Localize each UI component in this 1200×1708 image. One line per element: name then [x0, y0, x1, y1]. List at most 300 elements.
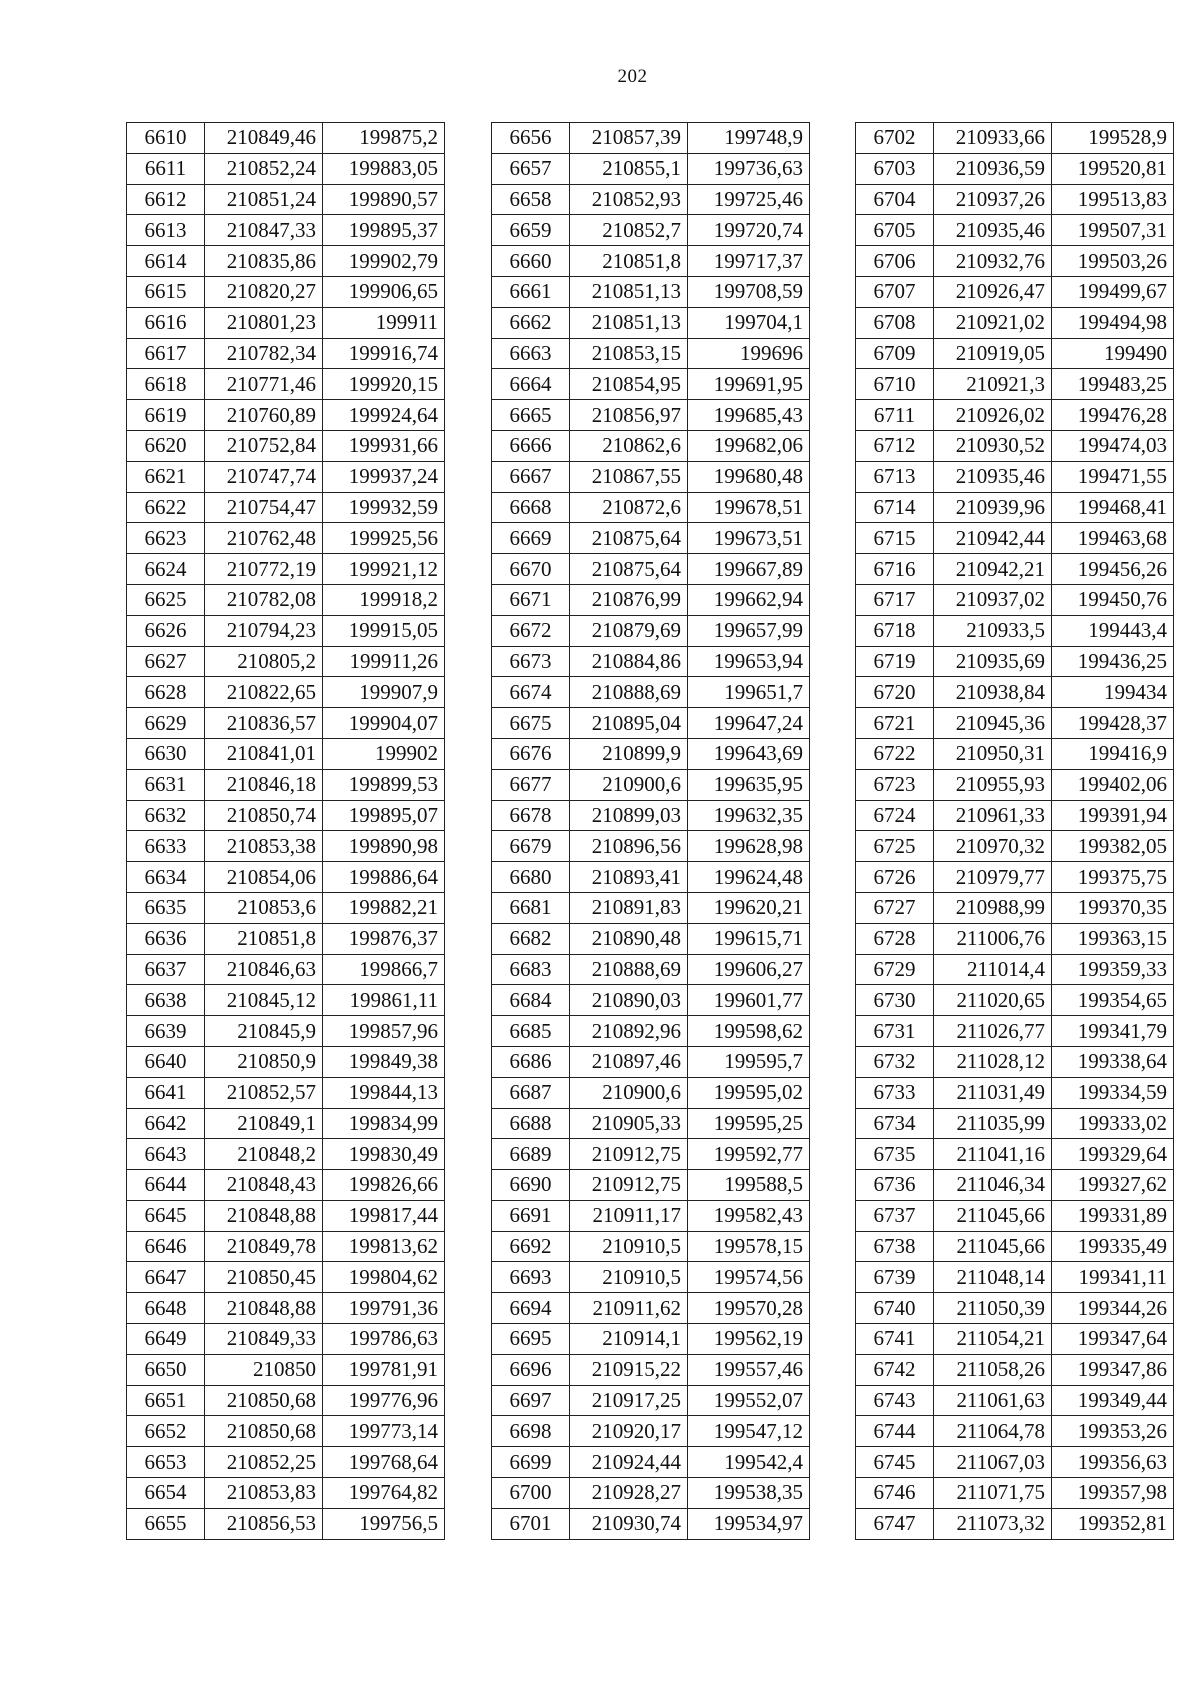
table-row [856, 246, 1174, 277]
table-row [856, 831, 1174, 862]
point-number-cell: 6611 [127, 153, 205, 184]
x-coordinate-cell: 211046,34 [934, 1170, 1052, 1201]
table-row [856, 1016, 1174, 1047]
point-number-cell: 6691 [492, 1200, 570, 1231]
table-row [856, 708, 1174, 739]
table-row [492, 1200, 810, 1231]
x-coordinate-cell: 210942,21 [934, 554, 1052, 585]
point-number-cell: 6682 [492, 923, 570, 954]
table-row [856, 184, 1174, 215]
x-coordinate-cell: 210936,59 [934, 153, 1052, 184]
x-coordinate-cell: 210955,93 [934, 769, 1052, 800]
x-coordinate-cell: 211073,32 [934, 1508, 1052, 1539]
table-row [127, 246, 445, 277]
y-coordinate-cell: 199327,62 [1052, 1170, 1174, 1201]
y-coordinate-cell: 199347,64 [1052, 1324, 1174, 1355]
y-coordinate-cell: 199474,03 [1052, 430, 1174, 461]
y-coordinate-cell: 199678,51 [688, 492, 810, 523]
x-coordinate-cell: 210850,74 [205, 800, 323, 831]
table-row [492, 554, 810, 585]
table-row [856, 862, 1174, 893]
y-coordinate-cell: 199643,69 [688, 738, 810, 769]
x-coordinate-cell: 210805,2 [205, 646, 323, 677]
point-number-cell: 6692 [492, 1231, 570, 1262]
y-coordinate-cell: 199632,35 [688, 800, 810, 831]
table-row [856, 1478, 1174, 1509]
y-coordinate-cell: 199574,56 [688, 1262, 810, 1293]
y-coordinate-cell: 199920,15 [323, 369, 445, 400]
x-coordinate-cell: 210853,6 [205, 892, 323, 923]
point-number-cell: 6652 [127, 1416, 205, 1447]
point-number-cell: 6615 [127, 276, 205, 307]
y-coordinate-cell: 199534,97 [688, 1508, 810, 1539]
y-coordinate-cell: 199895,37 [323, 215, 445, 246]
point-number-cell: 6663 [492, 338, 570, 369]
point-number-cell: 6612 [127, 184, 205, 215]
x-coordinate-cell: 210845,9 [205, 1016, 323, 1047]
point-number-cell: 6696 [492, 1354, 570, 1385]
table-row [856, 1046, 1174, 1077]
point-number-cell: 6734 [856, 1108, 934, 1139]
table-row [127, 153, 445, 184]
point-number-cell: 6722 [856, 738, 934, 769]
x-coordinate-cell: 210938,84 [934, 677, 1052, 708]
x-coordinate-cell: 210849,33 [205, 1324, 323, 1355]
x-coordinate-cell: 210854,06 [205, 862, 323, 893]
table-row [856, 584, 1174, 615]
table-row [856, 1200, 1174, 1231]
point-number-cell: 6614 [127, 246, 205, 277]
y-coordinate-cell: 199696 [688, 338, 810, 369]
point-number-cell: 6630 [127, 738, 205, 769]
table-row [127, 1231, 445, 1262]
table-row [492, 985, 810, 1016]
point-number-cell: 6632 [127, 800, 205, 831]
table-row [856, 1108, 1174, 1139]
x-coordinate-cell: 210879,69 [570, 615, 688, 646]
point-number-cell: 6613 [127, 215, 205, 246]
x-coordinate-cell: 210782,34 [205, 338, 323, 369]
table-row [127, 1416, 445, 1447]
point-number-cell: 6698 [492, 1416, 570, 1447]
x-coordinate-cell: 210893,41 [570, 862, 688, 893]
x-coordinate-cell: 210857,39 [570, 123, 688, 154]
x-coordinate-cell: 210926,02 [934, 400, 1052, 431]
table-row [127, 492, 445, 523]
point-number-cell: 6697 [492, 1385, 570, 1416]
y-coordinate-cell: 199615,71 [688, 923, 810, 954]
x-coordinate-cell: 210895,04 [570, 708, 688, 739]
y-coordinate-cell: 199354,65 [1052, 985, 1174, 1016]
point-number-cell: 6666 [492, 430, 570, 461]
point-number-cell: 6674 [492, 677, 570, 708]
point-number-cell: 6664 [492, 369, 570, 400]
table-row [127, 1354, 445, 1385]
y-coordinate-cell: 199830,49 [323, 1139, 445, 1170]
x-coordinate-cell: 211058,26 [934, 1354, 1052, 1385]
table-row [856, 1139, 1174, 1170]
y-coordinate-cell: 199786,63 [323, 1324, 445, 1355]
x-coordinate-cell: 210900,6 [570, 769, 688, 800]
y-coordinate-cell: 199601,77 [688, 985, 810, 1016]
point-number-cell: 6702 [856, 123, 934, 154]
point-number-cell: 6610 [127, 123, 205, 154]
point-number-cell: 6662 [492, 307, 570, 338]
point-number-cell: 6719 [856, 646, 934, 677]
y-coordinate-cell: 199562,19 [688, 1324, 810, 1355]
point-number-cell: 6637 [127, 954, 205, 985]
y-coordinate-cell: 199334,59 [1052, 1077, 1174, 1108]
y-coordinate-cell: 199370,35 [1052, 892, 1174, 923]
point-number-cell: 6669 [492, 523, 570, 554]
point-number-cell: 6740 [856, 1293, 934, 1324]
y-coordinate-cell: 199471,55 [1052, 461, 1174, 492]
y-coordinate-cell: 199588,5 [688, 1170, 810, 1201]
y-coordinate-cell: 199647,24 [688, 708, 810, 739]
table-row [492, 1108, 810, 1139]
x-coordinate-cell: 210875,64 [570, 554, 688, 585]
point-number-cell: 6650 [127, 1354, 205, 1385]
table-row [492, 1478, 810, 1509]
y-coordinate-cell: 199736,63 [688, 153, 810, 184]
y-coordinate-cell: 199341,11 [1052, 1262, 1174, 1293]
table-row [492, 584, 810, 615]
x-coordinate-cell: 210862,6 [570, 430, 688, 461]
point-number-cell: 6736 [856, 1170, 934, 1201]
x-coordinate-cell: 210988,99 [934, 892, 1052, 923]
coordinates-table-middle [491, 122, 810, 1540]
table-row [856, 646, 1174, 677]
point-number-cell: 6741 [856, 1324, 934, 1355]
y-coordinate-cell: 199352,81 [1052, 1508, 1174, 1539]
table-row [127, 1447, 445, 1478]
y-coordinate-cell: 199356,63 [1052, 1447, 1174, 1478]
x-coordinate-cell: 211061,63 [934, 1385, 1052, 1416]
point-number-cell: 6660 [492, 246, 570, 277]
y-coordinate-cell: 199918,2 [323, 584, 445, 615]
point-number-cell: 6713 [856, 461, 934, 492]
y-coordinate-cell: 199578,15 [688, 1231, 810, 1262]
y-coordinate-cell: 199338,64 [1052, 1046, 1174, 1077]
table-row [856, 307, 1174, 338]
y-coordinate-cell: 199499,67 [1052, 276, 1174, 307]
x-coordinate-cell: 210933,5 [934, 615, 1052, 646]
x-coordinate-cell: 210935,46 [934, 215, 1052, 246]
x-coordinate-cell: 210835,86 [205, 246, 323, 277]
x-coordinate-cell: 210915,22 [570, 1354, 688, 1385]
point-number-cell: 6711 [856, 400, 934, 431]
x-coordinate-cell: 210772,19 [205, 554, 323, 585]
table-row [492, 1046, 810, 1077]
x-coordinate-cell: 211006,76 [934, 923, 1052, 954]
point-number-cell: 6694 [492, 1293, 570, 1324]
x-coordinate-cell: 210867,55 [570, 461, 688, 492]
x-coordinate-cell: 210852,7 [570, 215, 688, 246]
y-coordinate-cell: 199434 [1052, 677, 1174, 708]
x-coordinate-cell: 210845,12 [205, 985, 323, 1016]
x-coordinate-cell: 211026,77 [934, 1016, 1052, 1047]
x-coordinate-cell: 210850,68 [205, 1385, 323, 1416]
point-number-cell: 6705 [856, 215, 934, 246]
point-number-cell: 6725 [856, 831, 934, 862]
table-row [127, 738, 445, 769]
table-row [492, 492, 810, 523]
y-coordinate-cell: 199624,48 [688, 862, 810, 893]
point-number-cell: 6715 [856, 523, 934, 554]
y-coordinate-cell: 199857,96 [323, 1016, 445, 1047]
x-coordinate-cell: 210846,63 [205, 954, 323, 985]
y-coordinate-cell: 199341,79 [1052, 1016, 1174, 1047]
x-coordinate-cell: 210848,88 [205, 1200, 323, 1231]
point-number-cell: 6683 [492, 954, 570, 985]
x-coordinate-cell: 210896,56 [570, 831, 688, 862]
y-coordinate-cell: 199595,02 [688, 1077, 810, 1108]
x-coordinate-cell: 210890,48 [570, 923, 688, 954]
y-coordinate-cell: 199428,37 [1052, 708, 1174, 739]
y-coordinate-cell: 199876,37 [323, 923, 445, 954]
point-number-cell: 6629 [127, 708, 205, 739]
point-number-cell: 6620 [127, 430, 205, 461]
x-coordinate-cell: 210939,96 [934, 492, 1052, 523]
point-number-cell: 6707 [856, 276, 934, 307]
point-number-cell: 6623 [127, 523, 205, 554]
point-number-cell: 6708 [856, 307, 934, 338]
x-coordinate-cell: 210760,89 [205, 400, 323, 431]
table-row [127, 1508, 445, 1539]
x-coordinate-cell: 210852,57 [205, 1077, 323, 1108]
x-coordinate-cell: 210890,03 [570, 985, 688, 1016]
x-coordinate-cell: 210930,74 [570, 1508, 688, 1539]
table-row [492, 1385, 810, 1416]
point-number-cell: 6717 [856, 584, 934, 615]
x-coordinate-cell: 211050,39 [934, 1293, 1052, 1324]
x-coordinate-cell: 210846,18 [205, 769, 323, 800]
table-row [492, 276, 810, 307]
x-coordinate-cell: 211041,16 [934, 1139, 1052, 1170]
table-row [127, 1478, 445, 1509]
table-row [492, 1139, 810, 1170]
table-row [856, 615, 1174, 646]
point-number-cell: 6670 [492, 554, 570, 585]
y-coordinate-cell: 199906,65 [323, 276, 445, 307]
point-number-cell: 6735 [856, 1139, 934, 1170]
point-number-cell: 6732 [856, 1046, 934, 1077]
table-row [492, 1416, 810, 1447]
table-row [856, 1231, 1174, 1262]
table-row [127, 862, 445, 893]
point-number-cell: 6673 [492, 646, 570, 677]
table-row [127, 276, 445, 307]
y-coordinate-cell: 199375,75 [1052, 862, 1174, 893]
y-coordinate-cell: 199490 [1052, 338, 1174, 369]
table-row [127, 400, 445, 431]
x-coordinate-cell: 211067,03 [934, 1447, 1052, 1478]
point-number-cell: 6625 [127, 584, 205, 615]
x-coordinate-cell: 210820,27 [205, 276, 323, 307]
y-coordinate-cell: 199542,4 [688, 1447, 810, 1478]
point-number-cell: 6709 [856, 338, 934, 369]
x-coordinate-cell: 210930,52 [934, 430, 1052, 461]
point-number-cell: 6738 [856, 1231, 934, 1262]
table-row [856, 1170, 1174, 1201]
table-row [856, 153, 1174, 184]
table-row [856, 215, 1174, 246]
point-number-cell: 6744 [856, 1416, 934, 1447]
table-row [856, 492, 1174, 523]
point-number-cell: 6634 [127, 862, 205, 893]
point-number-cell: 6739 [856, 1262, 934, 1293]
point-number-cell: 6644 [127, 1170, 205, 1201]
x-coordinate-cell: 210854,95 [570, 369, 688, 400]
point-number-cell: 6745 [856, 1447, 934, 1478]
table-row [127, 1262, 445, 1293]
table-row [492, 615, 810, 646]
x-coordinate-cell: 211028,12 [934, 1046, 1052, 1077]
x-coordinate-cell: 211014,4 [934, 954, 1052, 985]
point-number-cell: 6724 [856, 800, 934, 831]
table-row [492, 708, 810, 739]
point-number-cell: 6649 [127, 1324, 205, 1355]
table-row [492, 307, 810, 338]
table-row [492, 153, 810, 184]
x-coordinate-cell: 210961,33 [934, 800, 1052, 831]
y-coordinate-cell: 199931,66 [323, 430, 445, 461]
point-number-cell: 6688 [492, 1108, 570, 1139]
table-row [127, 1108, 445, 1139]
point-number-cell: 6668 [492, 492, 570, 523]
x-coordinate-cell: 210912,75 [570, 1139, 688, 1170]
x-coordinate-cell: 210917,25 [570, 1385, 688, 1416]
point-number-cell: 6728 [856, 923, 934, 954]
point-number-cell: 6742 [856, 1354, 934, 1385]
table-row [127, 892, 445, 923]
x-coordinate-cell: 210801,23 [205, 307, 323, 338]
table-row [492, 1354, 810, 1385]
y-coordinate-cell: 199804,62 [323, 1262, 445, 1293]
table-row [492, 1016, 810, 1047]
x-coordinate-cell: 210851,13 [570, 276, 688, 307]
y-coordinate-cell: 199937,24 [323, 461, 445, 492]
x-coordinate-cell: 210892,96 [570, 1016, 688, 1047]
table-row [127, 338, 445, 369]
y-coordinate-cell: 199357,98 [1052, 1478, 1174, 1509]
y-coordinate-cell: 199834,99 [323, 1108, 445, 1139]
table-row [127, 1016, 445, 1047]
point-number-cell: 6627 [127, 646, 205, 677]
point-number-cell: 6677 [492, 769, 570, 800]
table-row [856, 430, 1174, 461]
table-row [492, 1262, 810, 1293]
x-coordinate-cell: 210822,65 [205, 677, 323, 708]
y-coordinate-cell: 199347,86 [1052, 1354, 1174, 1385]
x-coordinate-cell: 211045,66 [934, 1231, 1052, 1262]
point-number-cell: 6635 [127, 892, 205, 923]
point-number-cell: 6684 [492, 985, 570, 1016]
point-number-cell: 6701 [492, 1508, 570, 1539]
y-coordinate-cell: 199899,53 [323, 769, 445, 800]
y-coordinate-cell: 199557,46 [688, 1354, 810, 1385]
point-number-cell: 6638 [127, 985, 205, 1016]
table-row [856, 985, 1174, 1016]
table-row [127, 461, 445, 492]
point-number-cell: 6710 [856, 369, 934, 400]
table-row [492, 769, 810, 800]
x-coordinate-cell: 210841,01 [205, 738, 323, 769]
point-number-cell: 6633 [127, 831, 205, 862]
x-coordinate-cell: 210979,77 [934, 862, 1052, 893]
x-coordinate-cell: 210852,25 [205, 1447, 323, 1478]
point-number-cell: 6676 [492, 738, 570, 769]
point-number-cell: 6654 [127, 1478, 205, 1509]
x-coordinate-cell: 210935,46 [934, 461, 1052, 492]
point-number-cell: 6659 [492, 215, 570, 246]
table-row [856, 523, 1174, 554]
point-number-cell: 6718 [856, 615, 934, 646]
y-coordinate-cell: 199861,11 [323, 985, 445, 1016]
y-coordinate-cell: 199503,26 [1052, 246, 1174, 277]
y-coordinate-cell: 199436,25 [1052, 646, 1174, 677]
point-number-cell: 6699 [492, 1447, 570, 1478]
y-coordinate-cell: 199662,94 [688, 584, 810, 615]
table-row [856, 923, 1174, 954]
y-coordinate-cell: 199680,48 [688, 461, 810, 492]
x-coordinate-cell: 211035,99 [934, 1108, 1052, 1139]
x-coordinate-cell: 210856,97 [570, 400, 688, 431]
y-coordinate-cell: 199776,96 [323, 1385, 445, 1416]
x-coordinate-cell: 210853,15 [570, 338, 688, 369]
y-coordinate-cell: 199915,05 [323, 615, 445, 646]
y-coordinate-cell: 199685,43 [688, 400, 810, 431]
point-number-cell: 6714 [856, 492, 934, 523]
point-number-cell: 6703 [856, 153, 934, 184]
y-coordinate-cell: 199494,98 [1052, 307, 1174, 338]
y-coordinate-cell: 199353,26 [1052, 1416, 1174, 1447]
y-coordinate-cell: 199924,64 [323, 400, 445, 431]
y-coordinate-cell: 199595,7 [688, 1046, 810, 1077]
x-coordinate-cell: 210970,32 [934, 831, 1052, 862]
x-coordinate-cell: 211054,21 [934, 1324, 1052, 1355]
y-coordinate-cell: 199813,62 [323, 1231, 445, 1262]
table-row [127, 831, 445, 862]
table-row [492, 862, 810, 893]
table-row [492, 923, 810, 954]
y-coordinate-cell: 199890,57 [323, 184, 445, 215]
x-coordinate-cell: 210921,02 [934, 307, 1052, 338]
table-row [492, 646, 810, 677]
point-number-cell: 6667 [492, 461, 570, 492]
point-number-cell: 6675 [492, 708, 570, 739]
y-coordinate-cell: 199921,12 [323, 554, 445, 585]
point-number-cell: 6746 [856, 1478, 934, 1509]
x-coordinate-cell: 210850,68 [205, 1416, 323, 1447]
y-coordinate-cell: 199595,25 [688, 1108, 810, 1139]
table-row [492, 831, 810, 862]
point-number-cell: 6680 [492, 862, 570, 893]
x-coordinate-cell: 210850,9 [205, 1046, 323, 1077]
x-coordinate-cell: 210914,1 [570, 1324, 688, 1355]
y-coordinate-cell: 199507,31 [1052, 215, 1174, 246]
y-coordinate-cell: 199902 [323, 738, 445, 769]
table-row [492, 461, 810, 492]
table-row [127, 708, 445, 739]
coordinates-table-right [855, 122, 1174, 1540]
table-row [127, 1324, 445, 1355]
table-row [492, 954, 810, 985]
table-row [492, 338, 810, 369]
table-row [127, 584, 445, 615]
point-number-cell: 6619 [127, 400, 205, 431]
point-number-cell: 6653 [127, 1447, 205, 1478]
